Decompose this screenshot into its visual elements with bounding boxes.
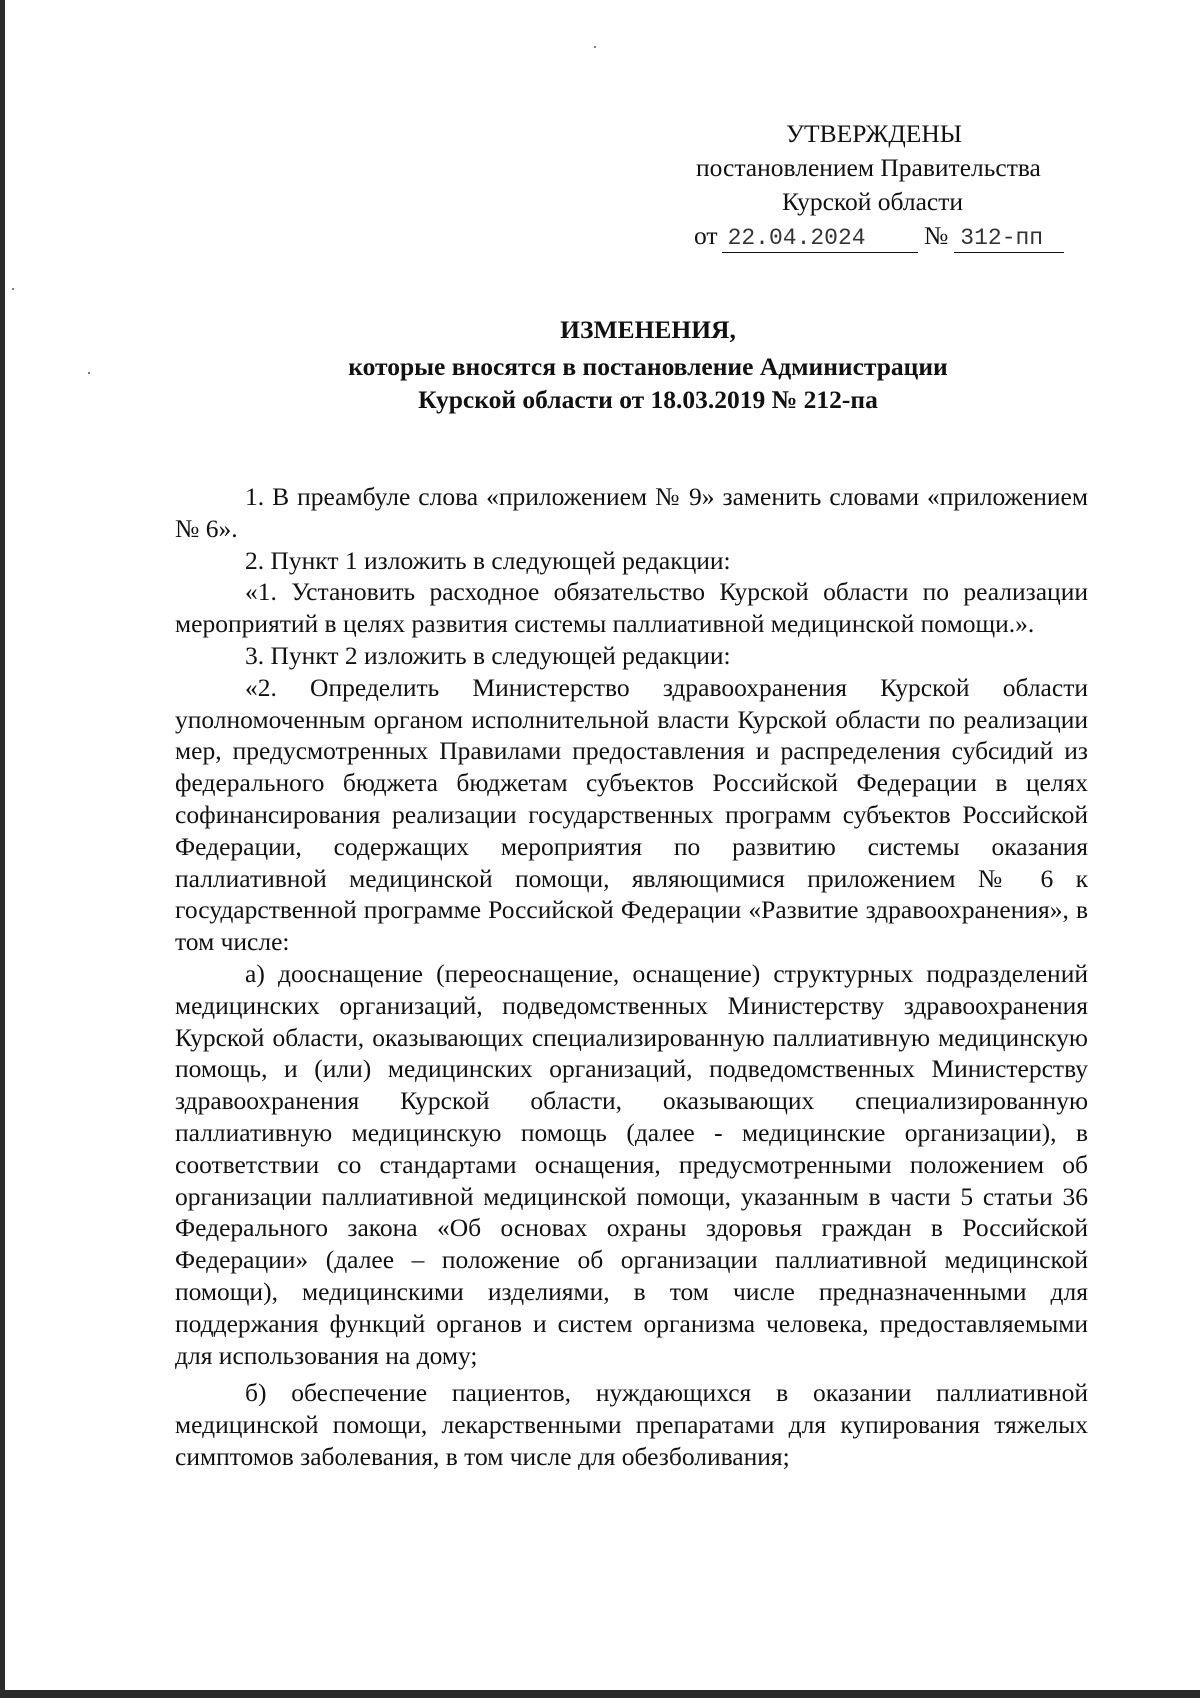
scan-speck [88,372,90,374]
document-title [175,313,1085,416]
paragraph-7: б) обеспечение пациентов, нуждающихся в оказании паллиативной медицинской помощи, лекарственными препаратами для купирования тяжелых симптомов заболевания, в том числе для обезболивания; [175,1378,1088,1471]
paragraph-1: 1. В преамбуле слова «приложением № 9» заменить словами «приложением № 6». [175,482,1088,543]
document-body [175,481,1088,1473]
approval-date: 22.04.2024 [722,224,918,253]
approval-heading: УТВЕРЖДЕНЫ [786,119,962,148]
approval-date-number-line [694,220,1064,253]
title-subtitle-line2: Курской области от 18.03.2019 № 212-па [418,385,878,414]
scan-left-edge [0,0,5,1698]
scan-speck [12,288,14,290]
number-sign: № [923,221,949,250]
paragraph-6: а) дооснащение (переоснащение, оснащение) структурных подразделений медицинских организаций, подведомственных Министерству здравоохранения Курской области, оказывающих специализированную паллиативную медицинскую помощь, и (или) медицинских организаций, подведомственных Министерству здравоохранения Курской области, оказывающих специализированную паллиативную медицинскую помощь (далее - медицинские организации), в соответствии со стандартами оснащения, предусмотренными положением об организации паллиативной медицинской помощи, указанным в части 5 статьи 36 Федерального закона «Об основах охраны здоровья граждан в Российской Федерации» (далее – положение об организации паллиативной медицинской помощи), медицинскими изделиями, в том числе предназначенными для поддержания функций органов и систем организма человека, предоставляемыми для использования на дому; [175,958,1088,1370]
title-subtitle-line1: которые вносятся в постановление Администрации [348,352,948,381]
date-prefix: от [694,221,718,250]
approval-authority: постановлением Правительства [696,153,1041,182]
paragraph-5: «2. Определить Министерство здравоохранения Курской области уполномоченным органом исполнительной власти Курской области по реализации мер, предусмотренных Правилами предоставления и распределения субсидий из федерального бюджета бюджетам субъектов Российской Федерации в целях софинансирования реализации государственных программ субъектов Российской Федерации, содержащих мероприятия по развитию системы оказания паллиативной медицинской помощи, являющимися приложением № 6 к государственной программе Российской Федерации «Развитие здравоохранения», в том числе: [175,672,1088,957]
scan-speck [594,46,596,48]
approval-region: Курской области [782,187,964,216]
paragraph-2: 2. Пункт 1 изложить в следующей редакции: [245,545,731,575]
scan-bottom-edge [0,1690,1200,1698]
paragraph-3: «1. Установить расходное обязательство Курской области по реализации мероприятий в целях развития системы паллиативной медицинской помощи.». [175,577,1088,639]
approval-number: 312-пп [954,224,1064,253]
paragraph-4: 3. Пункт 2 изложить в следующей редакции: [245,640,731,670]
title-heading: ИЗМЕНЕНИЯ, [560,315,736,344]
